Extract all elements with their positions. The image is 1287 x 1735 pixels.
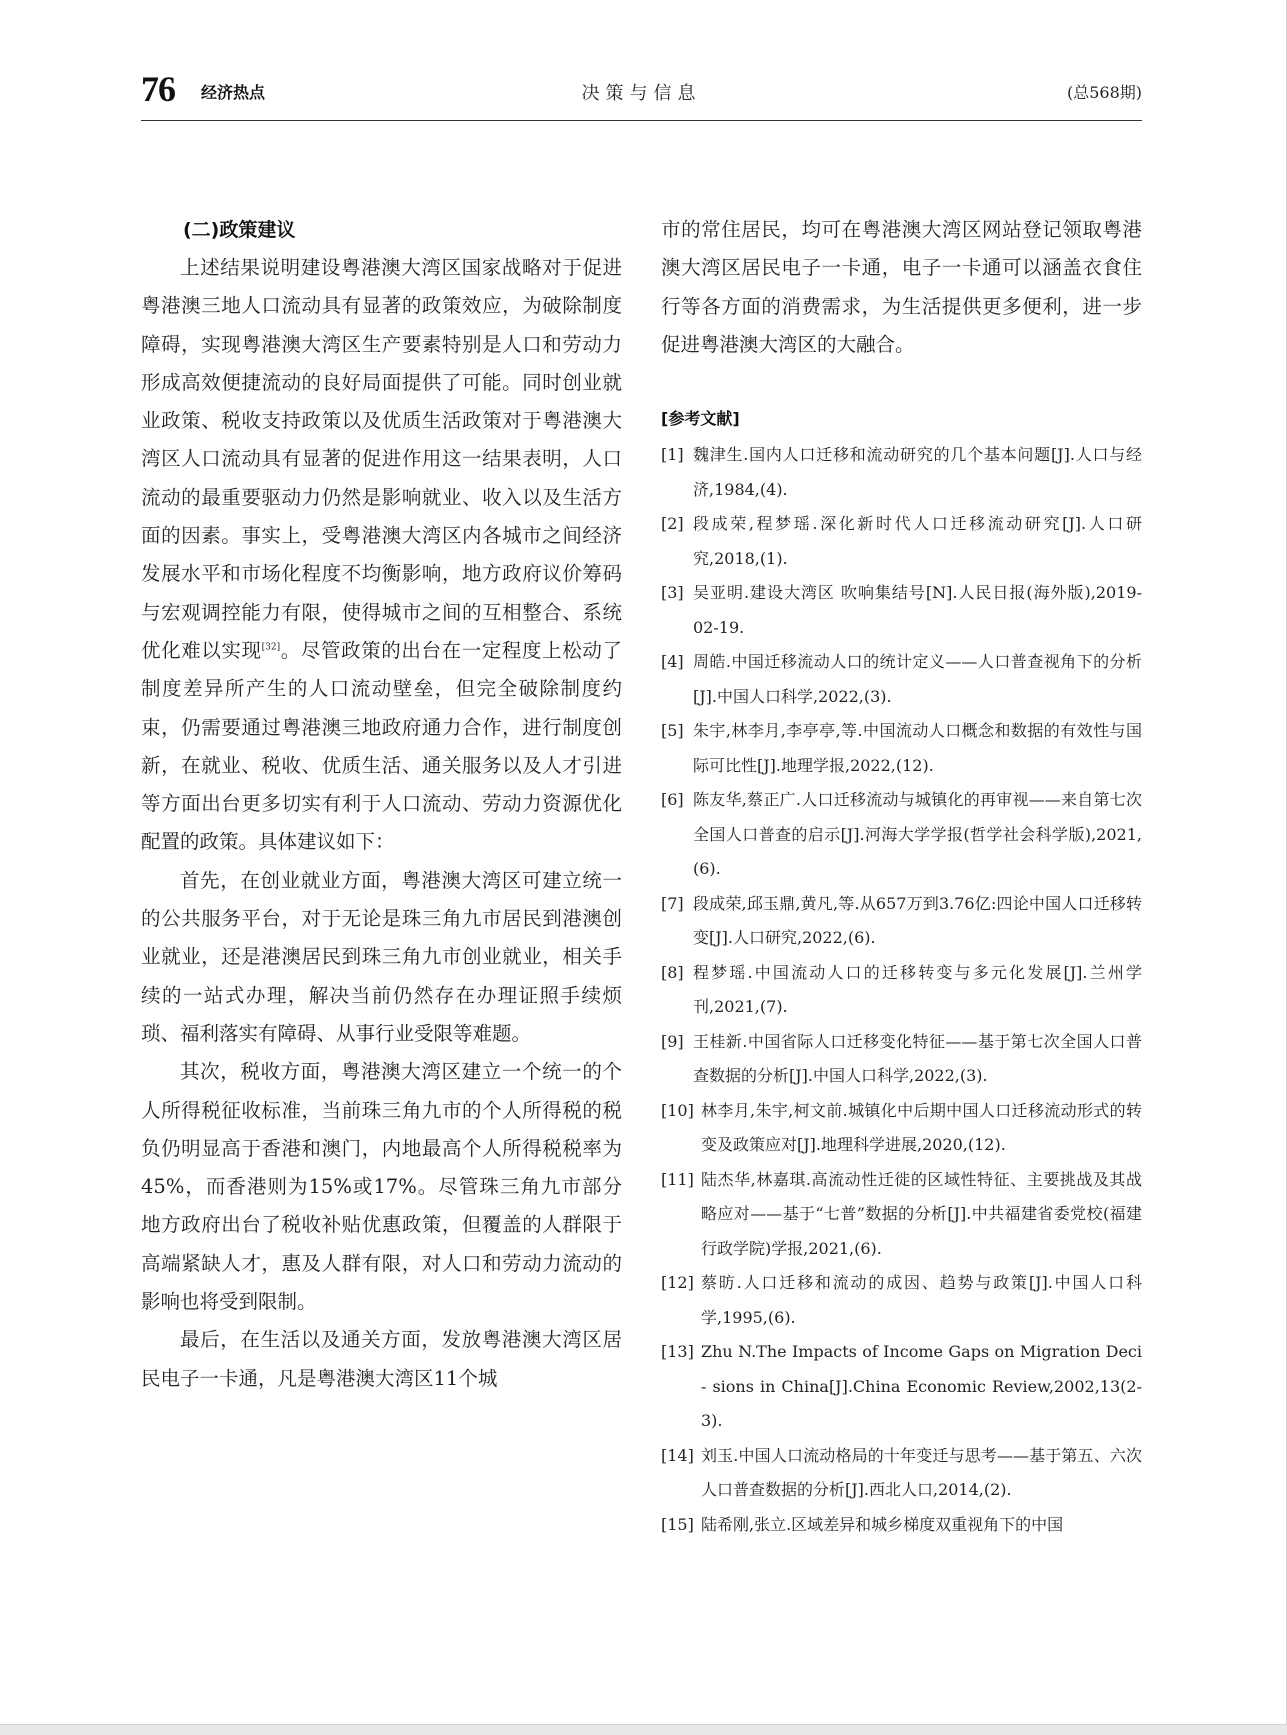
reference-text: 魏津生.国内人口迁移和流动研究的几个基本问题[J].人口与经济,1984,(4). — [693, 445, 1142, 499]
reference-item — [661, 1094, 1142, 1163]
reference-item — [661, 887, 1142, 956]
references-list — [661, 438, 1142, 1542]
reference-text: 林李月,朱宇,柯文前.城镇化中后期中国人口迁移流动形式的转变及政策应对[J].地理科学进展,2020,(12). — [701, 1100, 1142, 1155]
paragraph-intro — [141, 249, 622, 862]
reference-text: Zhu N.The Impacts of Income Gaps on Migration Deci - sions in China[J].China Economic Review,2002,13(2-3). — [701, 1342, 1142, 1431]
reference-number: [1] — [661, 445, 684, 465]
left-column — [141, 211, 622, 1398]
reference-number: [8] — [661, 962, 684, 982]
reference-text: 段成荣,程梦瑶.深化新时代人口迁移流动研究[J].人口研究,2018,(1). — [693, 514, 1142, 568]
references-title: [参考文献] — [661, 409, 740, 429]
reference-item — [661, 1025, 1142, 1094]
reference-number: [14] — [661, 1445, 694, 1465]
paragraph-intro-tail: 。尽管政策的出台在一定程度上松动了制度差异所产生的人口流动壁垒，但完全破除制度约束，仍需要通过粤港澳三地政府通力合作，进行制度创新，在就业、税收、优质生活、通关服务以及人才引进等方面出台更多切实有利于人口流动、劳动力资源优化配置的政策。具体建议如下： — [141, 638, 622, 854]
reference-text: 吴亚明.建设大湾区 吹响集结号[N].人民日报(海外版),2019-02-19. — [693, 583, 1142, 637]
reference-text: 陈友华,蔡正广.人口迁移流动与城镇化的再审视——来自第七次全国人口普查的启示[J].河海大学学报(哲学社会科学版),2021,(6). — [693, 790, 1142, 879]
reference-item — [661, 1266, 1142, 1335]
reference-item — [661, 783, 1142, 887]
paragraph-last: 最后，在生活以及通关方面，发放粤港澳大湾区居民电子一卡通，凡是粤港澳大湾区11个城 — [141, 1328, 622, 1390]
page-header — [141, 64, 1142, 121]
reference-number: [13] — [661, 1342, 694, 1362]
reference-number: [10] — [661, 1100, 694, 1120]
reference-text: 朱宇,林李月,李亭亭,等.中国流动人口概念和数据的有效性与国际可比性[J].地理学报,2022,(12). — [693, 721, 1142, 775]
journal-title: 决策与信息 — [581, 83, 702, 104]
reference-text: 蔡昉.人口迁移和流动的成因、趋势与政策[J].中国人口科学,1995,(6). — [701, 1273, 1142, 1327]
paragraph-continued: 市的常住居民，均可在粤港澳大湾区网站登记领取粤港澳大湾区居民电子一卡通，电子一卡通可以涵盖衣食住行等各方面的消费需求，为生活提供更多便利，进一步促进粤港澳大湾区的大融合。 — [661, 218, 1142, 356]
reference-text: 程梦瑶.中国流动人口的迁移转变与多元化发展[J].兰州学刊,2021,(7). — [693, 962, 1142, 1017]
reference-text: 陆杰华,林嘉琪.高流动性迁徙的区域性特征、主要挑战及其战略应对——基于“七普”数据的分析[J].中共福建省委党校(福建行政学院)学报,2021,(6). — [701, 1169, 1142, 1258]
reference-item — [661, 576, 1142, 645]
reference-item — [661, 1439, 1142, 1508]
reference-text: 段成荣,邱玉鼎,黄凡,等.从657万到3.76亿:四论中国人口迁移转变[J].人口研究,2022,(6). — [693, 893, 1142, 948]
reference-number: [7] — [661, 893, 684, 913]
reference-item — [661, 507, 1142, 576]
reference-number: [3] — [661, 583, 684, 603]
reference-text: 王桂新.中国省际人口迁移变化特征——基于第七次全国人口普查数据的分析[J].中国人口科学,2022,(3). — [693, 1031, 1142, 1086]
reference-number: [4] — [661, 652, 684, 672]
reference-text: 周皓.中国迁移流动人口的统计定义——人口普查视角下的分析[J].中国人口科学,2022,(3). — [693, 652, 1142, 706]
page-number: 76 — [141, 69, 175, 109]
citation-mark: [32] — [261, 642, 281, 653]
reference-text: 陆希刚,张立.区域差异和城乡梯度双重视角下的中国 — [701, 1514, 1064, 1534]
reference-number: [15] — [661, 1514, 694, 1534]
section-name: 经济热点 — [201, 83, 266, 102]
reference-item — [661, 1508, 1142, 1543]
reference-number: [5] — [661, 721, 684, 741]
reference-item — [661, 956, 1142, 1025]
right-column — [661, 211, 1142, 1542]
paragraph-second: 其次，税收方面，粤港澳大湾区建立一个统一的个人所得税征收标准，当前珠三角九市的个人所得税的税负仍明显高于香港和澳门，内地最高个人所得税税率为45%，而香港则为15%或17%。尽管珠三角九市部分地方政府出台了税收补贴优惠政策，但覆盖的人群限于高端紧缺人才，惠及人群有限，对人口和劳动力流动的影响也将受到限制。 — [141, 1060, 622, 1314]
reference-number: [6] — [661, 790, 684, 810]
reference-number: [11] — [661, 1169, 694, 1189]
reference-item — [661, 645, 1142, 714]
reference-item — [661, 714, 1142, 783]
reference-number: [9] — [661, 1031, 684, 1051]
reference-item — [661, 438, 1142, 507]
paragraph-intro-text: 上述结果说明建设粤港澳大湾区国家战略对于促进粤港澳三地人口流动具有显著的政策效应，为破除制度障碍，实现粤港澳大湾区生产要素特别是人口和劳动力形成高效便捷流动的良好局面提供了可能。同时创业就业政策、税收支持政策以及优质生活政策对于粤港澳大湾区人口流动具有显著的促进作用这一结果表明，人口流动的最重要驱动力仍然是影响就业、收入以及生活方面的因素。事实上，受粤港澳大湾区内各城市之间经济发展水平和市场化程度不均衡影响，地方政府议价筹码与宏观调控能力有限，使得城市之间的互相整合、系统优化难以实现 — [141, 256, 622, 662]
reference-item — [661, 1163, 1142, 1267]
reference-number: [2] — [661, 514, 684, 534]
paragraph-first: 首先，在创业就业方面，粤港澳大湾区可建立统一的公共服务平台，对于无论是珠三角九市居民到港澳创业就业，还是港澳居民到珠三角九市创业就业，相关手续的一站式办理，解决当前仍然存在办理证照手续烦琐、福利落实有障碍、从事行业受限等难题。 — [141, 868, 622, 1045]
issue-number: (总568期) — [1066, 83, 1142, 102]
reference-number: [12] — [661, 1273, 694, 1293]
reference-item — [661, 1335, 1142, 1439]
reference-text: 刘玉.中国人口流动格局的十年变迁与思考——基于第五、六次人口普查数据的分析[J].西北人口,2014,(2). — [701, 1445, 1142, 1500]
subheading: (二)政策建议 — [183, 219, 296, 241]
